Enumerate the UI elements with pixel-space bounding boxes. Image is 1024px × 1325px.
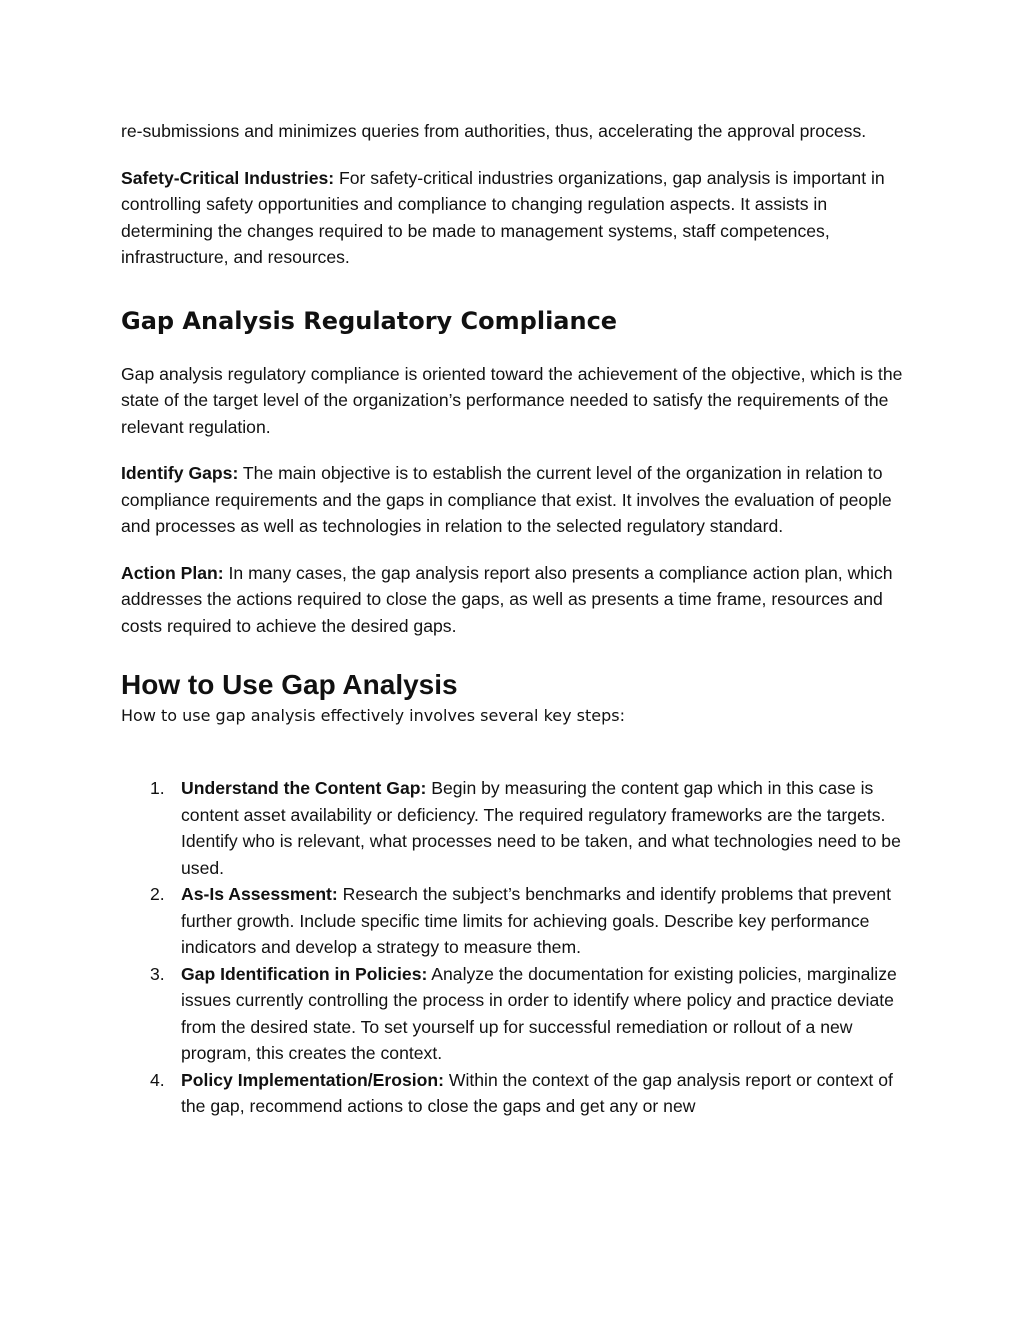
step-label: Understand the Content Gap: <box>181 778 427 798</box>
how-to-use-heading: How to Use Gap Analysis <box>121 669 458 700</box>
list-number: 3. <box>150 963 165 984</box>
continuation-paragraph: re-submissions and minimizes queries from authorities, thus, accelerating the approval process. <box>121 121 867 141</box>
step-text: Research the subject’s benchmarks and identify problems that prevent further growth. Include specific time limits for achieving goals. Describe key performance indicators and develop a strategy to measure them. <box>181 884 891 957</box>
action-plan-label: Action Plan: <box>121 562 224 583</box>
list-number: 1. <box>150 778 165 798</box>
identify-gaps-text: The main objective is to establish the current level of the organization in relation to compliance requirements and the gaps in compliance that exist. It involves the evaluation of people and processes as well as technologies in relation to the selected regulatory standard. <box>121 463 892 536</box>
identify-gaps-label: Identify Gaps: <box>121 463 239 483</box>
steps-list <box>121 775 911 1120</box>
step-text: Within the context of the gap analysis report or context of the gap, recommend actions to close the gaps and get any or new <box>181 1069 893 1116</box>
how-to-use-intro: How to use gap analysis effectively involves several key steps: <box>121 706 626 725</box>
step-label: Gap Identification in Policies: <box>181 963 428 984</box>
safety-critical-paragraph <box>121 165 911 271</box>
list-item <box>121 1067 911 1120</box>
step-text: Analyze the documentation for existing policies, marginalize issues currently controlling the process in order to identify where policy and practice deviate from the desired state. To set yourself up for successful remediation or rollout of a new program, this creates the context. <box>181 963 897 1063</box>
list-item <box>121 881 911 961</box>
safety-critical-label: Safety-Critical Industries: <box>121 167 335 188</box>
regulatory-intro-paragraph: Gap analysis regulatory compliance is oriented toward the achievement of the objective, which is the state of the target level of the organization’s performance needed to satisfy the requirements of the relevant regulation. <box>121 363 903 437</box>
identify-gaps-paragraph <box>121 460 911 540</box>
action-plan-text: In many cases, the gap analysis report also presents a compliance action plan, which addresses the actions required to close the gaps, as well as presents a time frame, resources and costs required to achieve the desired gaps. <box>121 562 893 636</box>
list-item <box>121 961 911 1067</box>
regulatory-compliance-heading: Gap Analysis Regulatory Compliance <box>121 306 618 335</box>
safety-critical-text: For safety-critical industries organizations, gap analysis is important in controlling safety opportunities and compliance to changing regulation aspects. It assists in determining the changes required to be made to management systems, staff competences, infrastructure, and resources. <box>121 167 885 267</box>
list-item <box>121 775 911 881</box>
step-label: As-Is Assessment: <box>181 884 338 904</box>
document-page <box>121 118 911 1120</box>
list-number: 4. <box>150 1069 165 1090</box>
list-number: 2. <box>150 884 165 904</box>
step-text: Begin by measuring the content gap which in this case is content asset availability or deficiency. The required regulatory frameworks are the targets. Identify who is relevant, what processes need to be taken, and what technologies need to be used. <box>181 778 901 878</box>
action-plan-paragraph <box>121 560 911 640</box>
step-label: Policy Implementation/Erosion: <box>181 1069 444 1090</box>
